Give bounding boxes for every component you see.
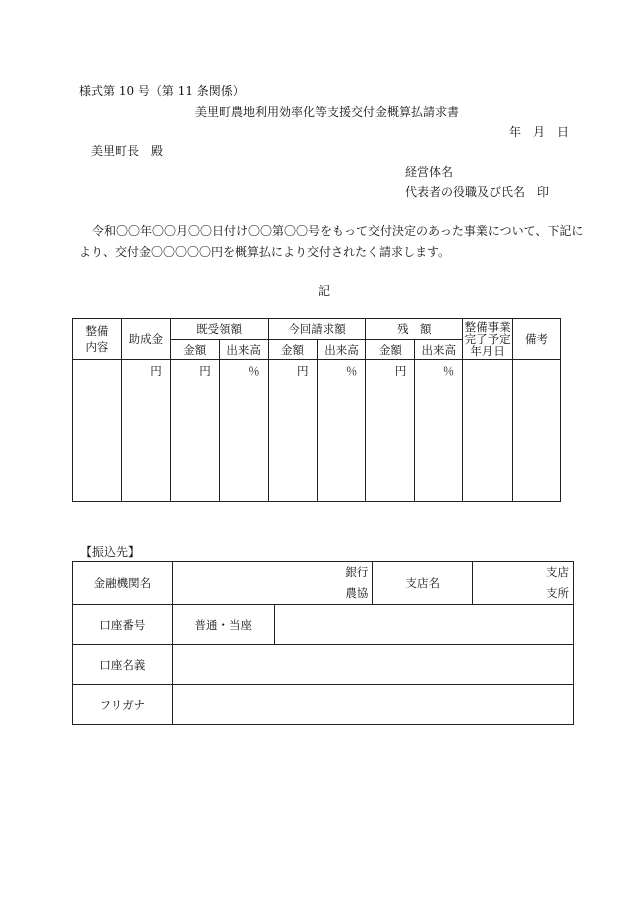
bank-table	[72, 561, 574, 725]
cell-zan-kingaku[interactable]: 円	[366, 360, 415, 502]
cell-kiju-dekidaka[interactable]: ％	[219, 360, 268, 502]
header-zan: 残 額	[366, 319, 463, 340]
addressee: 美里町長 殿	[91, 144, 164, 158]
branch-shiten: 支店	[546, 565, 569, 579]
header-kiju: 既受領額	[170, 319, 268, 340]
account-name-value[interactable]	[172, 645, 573, 685]
cell-konkai-dekidaka[interactable]: ％	[317, 360, 366, 502]
branch-value[interactable]	[473, 562, 574, 605]
form-number: 様式第 10 号（第 11 条関係）	[79, 84, 245, 98]
branch-label: 支店名	[373, 562, 473, 605]
body-text-line2: より、交付金〇〇〇〇〇円を概算払により交付されたく請求します。	[79, 245, 451, 259]
furigana-value[interactable]	[172, 685, 573, 725]
sub-dekidaka-3: 出来高	[415, 340, 463, 360]
entity-name-label: 経営体名	[405, 165, 454, 179]
header-biko: 備考	[513, 319, 561, 360]
account-name-label: 口座名義	[73, 645, 173, 685]
sub-kingaku-2: 金額	[268, 340, 317, 360]
sub-dekidaka-1: 出来高	[219, 340, 268, 360]
page-title: 美里町農地利用効率化等支援交付金概算払請求書	[195, 105, 460, 119]
header-joseikin: 助成金	[121, 319, 170, 360]
cell-seibi[interactable]	[73, 360, 122, 502]
header-seibi: 整備 内容	[73, 319, 122, 360]
furigana-label: フリガナ	[73, 685, 173, 725]
date-line: 年 月 日	[509, 125, 570, 139]
cell-kiju-kingaku[interactable]: 円	[170, 360, 219, 502]
branch-shisho: 支所	[546, 586, 569, 600]
header-konkai: 今回請求額	[268, 319, 366, 340]
sub-dekidaka-2: 出来高	[317, 340, 366, 360]
bank-ginko: 銀行	[345, 565, 369, 579]
bank-section-title: 【振込先】	[80, 545, 141, 559]
account-number-label: 口座番号	[73, 605, 173, 645]
cell-kanryo[interactable]	[463, 360, 513, 502]
cell-joseikin[interactable]: 円	[121, 360, 170, 502]
sub-kingaku-3: 金額	[366, 340, 415, 360]
cell-biko[interactable]	[513, 360, 561, 502]
cell-konkai-kingaku[interactable]: 円	[268, 360, 317, 502]
body-text-line1: 令和〇〇年〇〇月〇〇日付け〇〇第〇〇号をもって交付決定のあった事業について、下記に	[92, 224, 584, 238]
representative-label: 代表者の役職及び氏名 印	[405, 185, 550, 199]
bank-nokyo: 農協	[345, 586, 369, 600]
institution-label: 金融機関名	[73, 562, 173, 605]
ki-heading: 記	[318, 284, 331, 298]
sub-kingaku-1: 金額	[170, 340, 219, 360]
cell-zan-dekidaka[interactable]: ％	[415, 360, 463, 502]
institution-value[interactable]	[172, 562, 373, 605]
payment-table	[72, 318, 561, 502]
account-type[interactable]: 普通・当座	[172, 605, 274, 645]
header-kanryo: 整備事業 完了予定 年月日	[464, 320, 511, 358]
account-number-value[interactable]	[274, 605, 573, 645]
